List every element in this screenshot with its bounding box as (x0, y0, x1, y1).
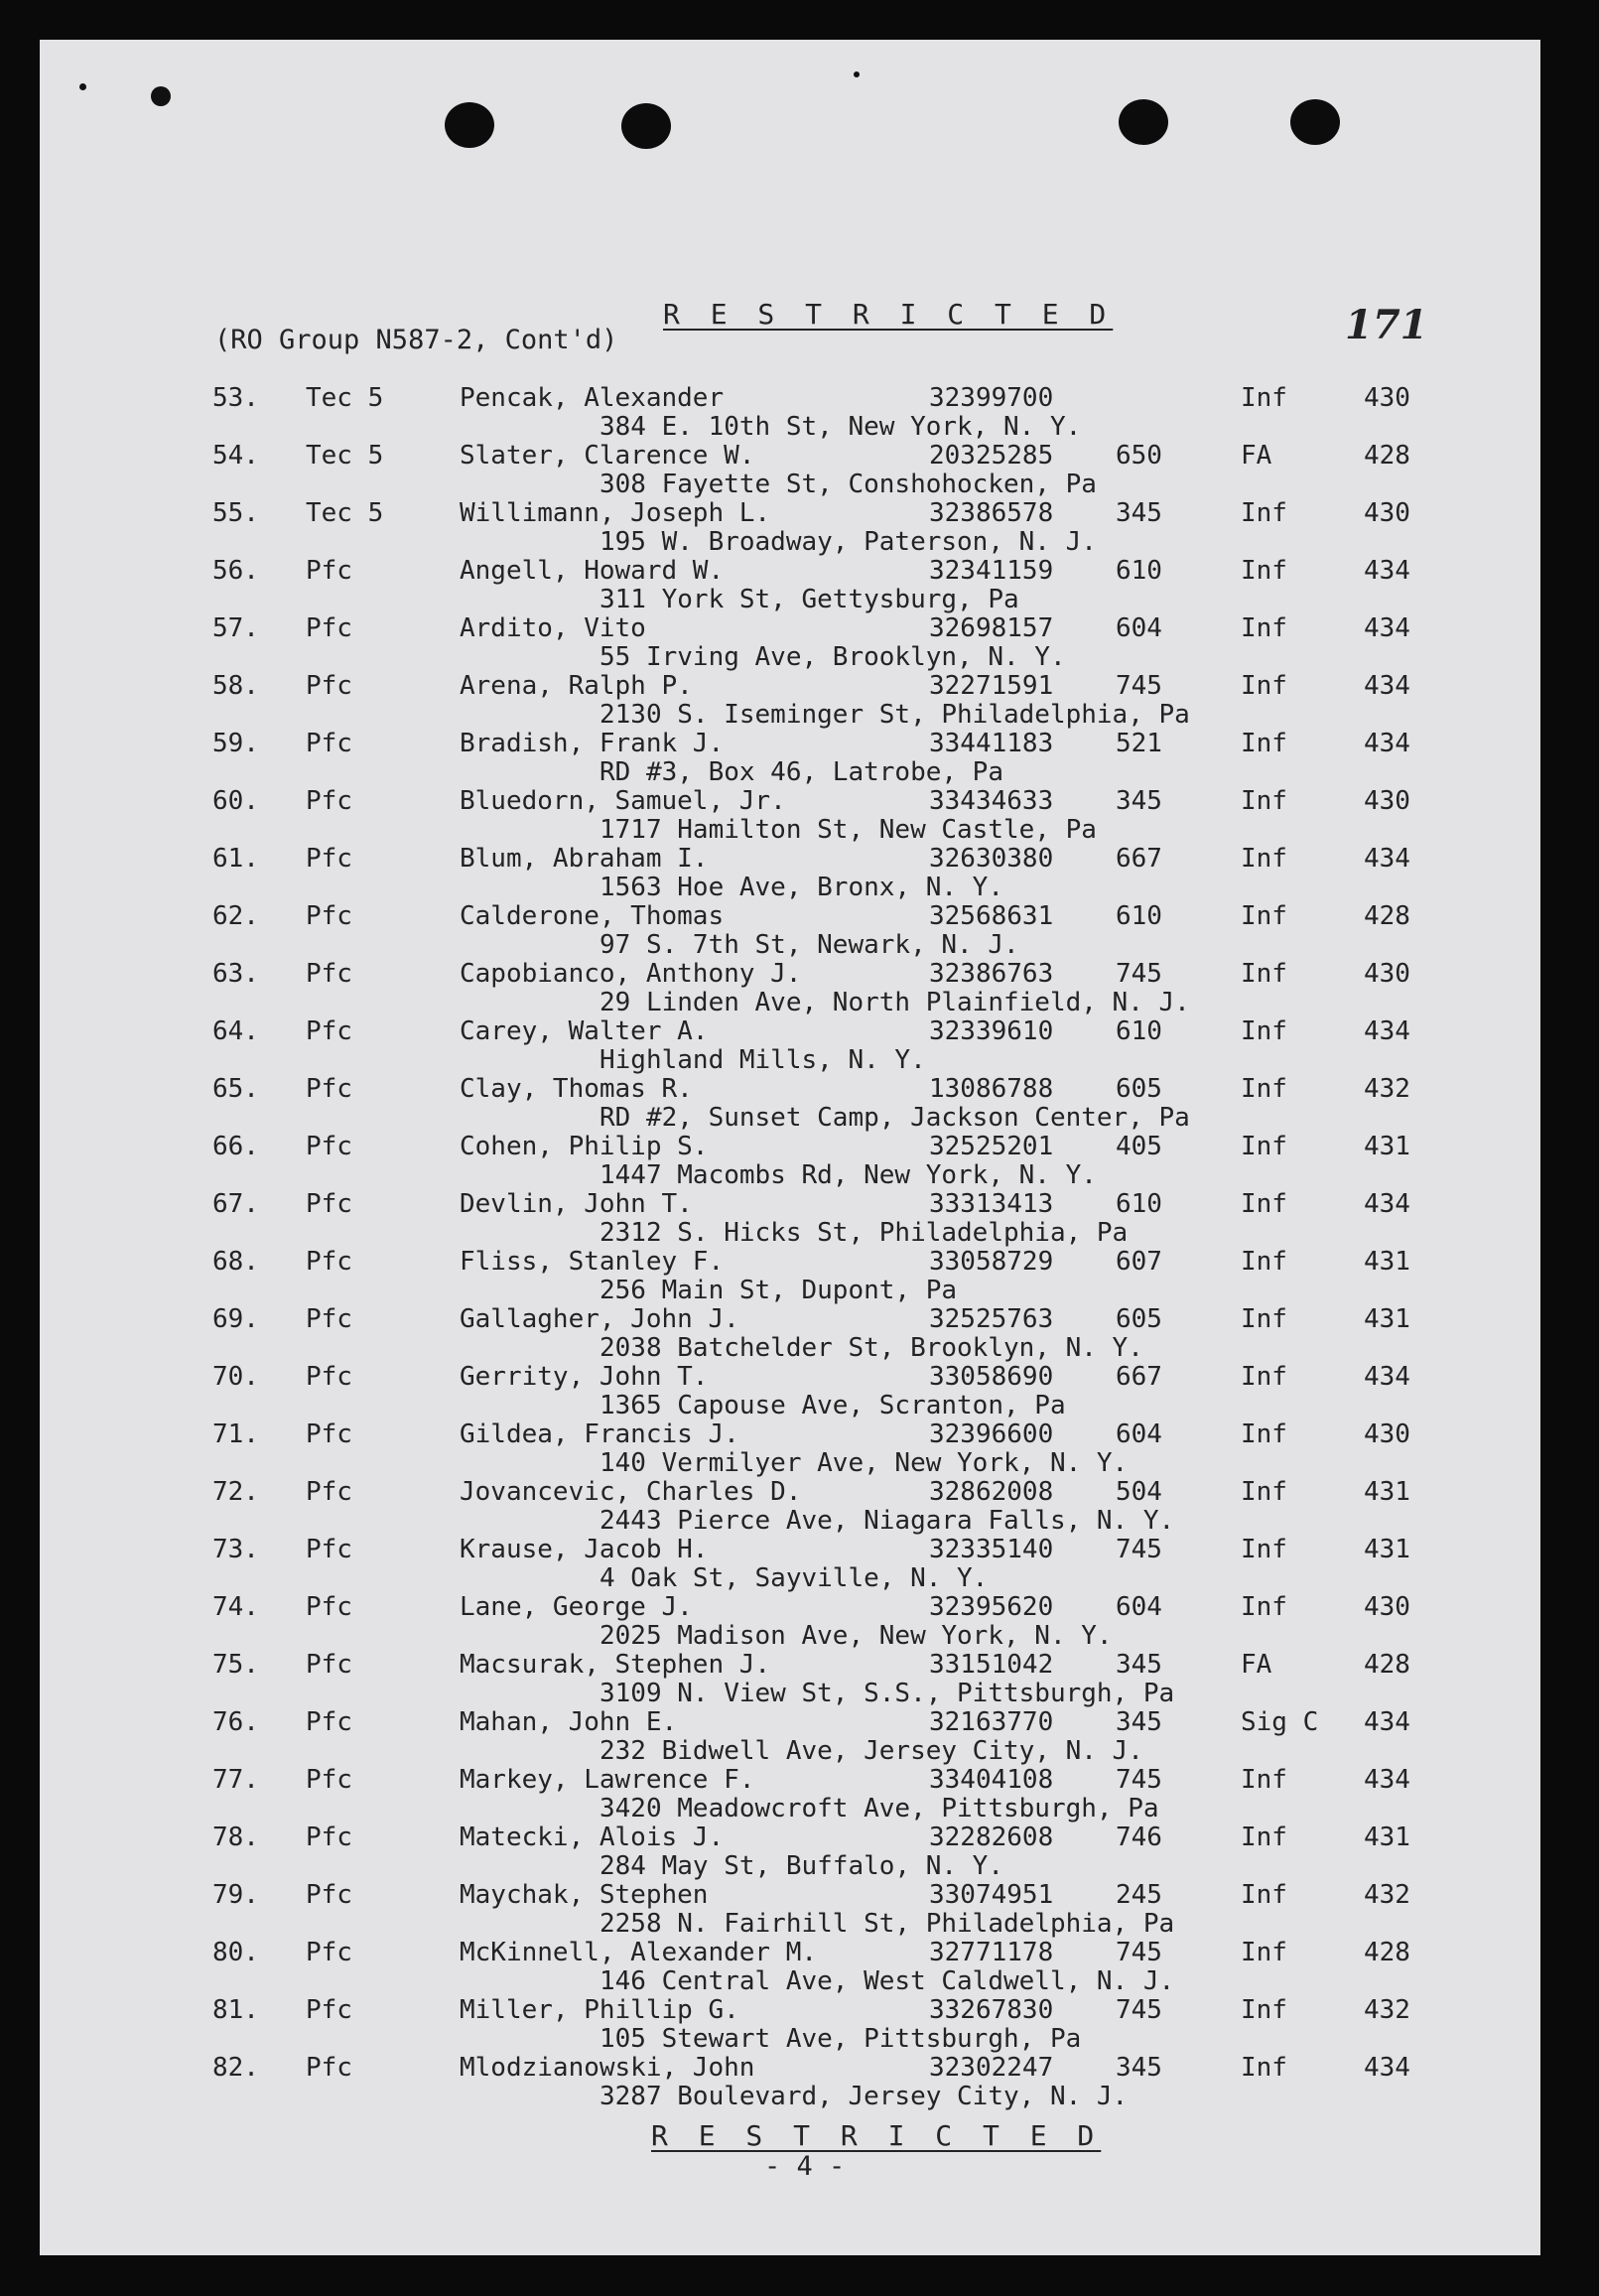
entry-serial-number: 33267830 (929, 1995, 1054, 2025)
entry-name: Bluedorn, Samuel, Jr. (460, 786, 786, 816)
entry-serial-number: 32862008 (929, 1477, 1054, 1507)
entry-address: 195 W. Broadway, Paterson, N. J. (600, 527, 1097, 557)
entry-name: Gerrity, John T. (460, 1362, 709, 1392)
page-number: 171 (1345, 302, 1428, 348)
entry-rank: Pfc (306, 1247, 352, 1277)
roster-row (0, 556, 1599, 613)
entry-name: Ardito, Vito (460, 613, 646, 643)
entry-arm: Inf (1241, 959, 1287, 989)
ink-speck (854, 71, 860, 77)
entry-arm: Inf (1241, 844, 1287, 874)
entry-rank: Pfc (306, 1592, 352, 1622)
roster-row (0, 1074, 1599, 1132)
entry-address: 29 Linden Ave, North Plainfield, N. J. (600, 988, 1190, 1017)
entry-address: 256 Main St, Dupont, Pa (600, 1276, 958, 1305)
entry-code: 428 (1364, 1938, 1410, 1967)
entry-address: 140 Vermilyer Ave, New York, N. Y. (600, 1448, 1129, 1478)
entry-mos-code: 504 (1116, 1477, 1162, 1507)
entry-arm: FA (1241, 441, 1272, 471)
entry-address: 4 Oak St, Sayville, N. Y. (600, 1563, 989, 1593)
entry-arm: Sig C (1241, 1707, 1319, 1737)
entry-rank: Pfc (306, 1362, 352, 1392)
roster-row (0, 1247, 1599, 1304)
entry-mos-code: 605 (1116, 1304, 1162, 1334)
entry-address: 284 May St, Buffalo, N. Y. (600, 1851, 1003, 1881)
entry-mos-code: 405 (1116, 1132, 1162, 1161)
entry-rank: Pfc (306, 613, 352, 643)
entry-mos-code: 745 (1116, 959, 1162, 989)
entry-number: 58. (212, 671, 259, 701)
entry-address: 1717 Hamilton St, New Castle, Pa (600, 815, 1097, 845)
entry-code: 431 (1364, 1132, 1410, 1161)
entry-number: 77. (212, 1765, 259, 1795)
entry-rank: Pfc (306, 1707, 352, 1737)
entry-mos-code: 610 (1116, 1189, 1162, 1219)
entry-number: 72. (212, 1477, 259, 1507)
entry-code: 431 (1364, 1304, 1410, 1334)
entry-code: 431 (1364, 1535, 1410, 1564)
entry-code: 434 (1364, 729, 1410, 758)
entry-name: Fliss, Stanley F. (460, 1247, 725, 1277)
entry-arm: Inf (1241, 671, 1287, 701)
entry-serial-number: 32771178 (929, 1938, 1054, 1967)
entry-mos-code: 345 (1116, 786, 1162, 816)
entry-mos-code: 667 (1116, 844, 1162, 874)
entry-serial-number: 33404108 (929, 1765, 1054, 1795)
roster-row (0, 498, 1599, 556)
entry-name: Pencak, Alexander (460, 383, 725, 413)
entry-name: Krause, Jacob H. (460, 1535, 709, 1564)
entry-address: RD #3, Box 46, Latrobe, Pa (600, 757, 1003, 787)
binder-hole (1290, 99, 1340, 145)
entry-address: 105 Stewart Ave, Pittsburgh, Pa (600, 2024, 1082, 2054)
entry-number: 57. (212, 613, 259, 643)
roster-row (0, 1419, 1599, 1477)
entry-arm: Inf (1241, 613, 1287, 643)
entry-code: 428 (1364, 1650, 1410, 1680)
entry-serial-number: 32339610 (929, 1016, 1054, 1046)
entry-mos-code: 345 (1116, 1707, 1162, 1737)
entry-name: Calderone, Thomas (460, 901, 725, 931)
entry-number: 76. (212, 1707, 259, 1737)
entry-mos-code: 745 (1116, 1995, 1162, 2025)
roster-row (0, 383, 1599, 441)
roster-row (0, 1823, 1599, 1880)
entry-code: 428 (1364, 901, 1410, 931)
entry-rank: Pfc (306, 1074, 352, 1104)
entry-address: 55 Irving Ave, Brooklyn, N. Y. (600, 642, 1066, 672)
entry-arm: Inf (1241, 786, 1287, 816)
footer-restricted-title: R E S T R I C T E D (651, 2119, 1102, 2152)
entry-serial-number: 32698157 (929, 613, 1054, 643)
entry-name: Maychak, Stephen (460, 1880, 709, 1910)
roster-row (0, 1362, 1599, 1419)
entry-serial-number: 32568631 (929, 901, 1054, 931)
entry-code: 434 (1364, 1765, 1410, 1795)
entry-mos-code: 345 (1116, 1650, 1162, 1680)
roster-list (0, 383, 1599, 2110)
entry-arm: Inf (1241, 1189, 1287, 1219)
entry-arm: Inf (1241, 1995, 1287, 2025)
entry-serial-number: 13086788 (929, 1074, 1054, 1104)
entry-rank: Pfc (306, 1419, 352, 1449)
entry-number: 64. (212, 1016, 259, 1046)
entry-address: 2025 Madison Ave, New York, N. Y. (600, 1621, 1113, 1651)
entry-number: 62. (212, 901, 259, 931)
entry-mos-code: 745 (1116, 1765, 1162, 1795)
entry-name: Willimann, Joseph L. (460, 498, 771, 528)
entry-number: 68. (212, 1247, 259, 1277)
entry-rank: Pfc (306, 671, 352, 701)
entry-arm: Inf (1241, 1247, 1287, 1277)
entry-name: Jovancevic, Charles D. (460, 1477, 802, 1507)
entry-serial-number: 32163770 (929, 1707, 1054, 1737)
entry-rank: Pfc (306, 1650, 352, 1680)
entry-mos-code: 607 (1116, 1247, 1162, 1277)
entry-name: Matecki, Alois J. (460, 1823, 725, 1852)
entry-mos-code: 746 (1116, 1823, 1162, 1852)
binder-hole (1119, 99, 1168, 145)
entry-rank: Pfc (306, 556, 352, 586)
entry-number: 54. (212, 441, 259, 471)
entry-rank: Tec 5 (306, 498, 384, 528)
entry-number: 56. (212, 556, 259, 586)
entry-rank: Pfc (306, 1535, 352, 1564)
entry-serial-number: 32525763 (929, 1304, 1054, 1334)
entry-arm: Inf (1241, 729, 1287, 758)
roster-row (0, 613, 1599, 671)
entry-rank: Pfc (306, 2053, 352, 2083)
entry-rank: Pfc (306, 786, 352, 816)
entry-serial-number: 33313413 (929, 1189, 1054, 1219)
roster-row (0, 1477, 1599, 1535)
entry-code: 434 (1364, 1016, 1410, 1046)
ink-speck (79, 83, 86, 90)
entry-rank: Pfc (306, 1477, 352, 1507)
entry-rank: Pfc (306, 1132, 352, 1161)
entry-code: 430 (1364, 498, 1410, 528)
entry-serial-number: 32386578 (929, 498, 1054, 528)
entry-number: 63. (212, 959, 259, 989)
entry-code: 428 (1364, 441, 1410, 471)
entry-serial-number: 32399700 (929, 383, 1054, 413)
entry-code: 430 (1364, 1419, 1410, 1449)
entry-rank: Pfc (306, 1880, 352, 1910)
roster-row (0, 441, 1599, 498)
entry-name: Slater, Clarence W. (460, 441, 755, 471)
entry-address: 2038 Batchelder St, Brooklyn, N. Y. (600, 1333, 1143, 1363)
entry-mos-code: 610 (1116, 1016, 1162, 1046)
entry-arm: Inf (1241, 1304, 1287, 1334)
entry-arm: Inf (1241, 1592, 1287, 1622)
entry-number: 78. (212, 1823, 259, 1852)
entry-serial-number: 33434633 (929, 786, 1054, 816)
entry-arm: Inf (1241, 2053, 1287, 2083)
roster-row (0, 1592, 1599, 1650)
entry-mos-code: 345 (1116, 498, 1162, 528)
entry-arm: Inf (1241, 1362, 1287, 1392)
entry-arm: Inf (1241, 498, 1287, 528)
entry-number: 79. (212, 1880, 259, 1910)
entry-name: Gallagher, John J. (460, 1304, 739, 1334)
entry-rank: Pfc (306, 1995, 352, 2025)
entry-rank: Tec 5 (306, 441, 384, 471)
entry-arm: Inf (1241, 901, 1287, 931)
entry-number: 55. (212, 498, 259, 528)
entry-serial-number: 32335140 (929, 1535, 1054, 1564)
entry-rank: Pfc (306, 1765, 352, 1795)
entry-code: 430 (1364, 959, 1410, 989)
entry-arm: Inf (1241, 1880, 1287, 1910)
entry-mos-code: 604 (1116, 1592, 1162, 1622)
roster-row (0, 959, 1599, 1016)
roster-row (0, 729, 1599, 786)
entry-arm: Inf (1241, 556, 1287, 586)
entry-name: Cohen, Philip S. (460, 1132, 709, 1161)
roster-row (0, 1189, 1599, 1247)
entry-arm: Inf (1241, 1132, 1287, 1161)
entry-serial-number: 33151042 (929, 1650, 1054, 1680)
entry-number: 70. (212, 1362, 259, 1392)
entry-arm: Inf (1241, 1938, 1287, 1967)
entry-mos-code: 745 (1116, 671, 1162, 701)
entry-rank: Pfc (306, 959, 352, 989)
entry-code: 430 (1364, 383, 1410, 413)
entry-address: 232 Bidwell Ave, Jersey City, N. J. (600, 1736, 1143, 1766)
entry-code: 434 (1364, 1189, 1410, 1219)
entry-name: Mahan, John E. (460, 1707, 678, 1737)
roster-row (0, 1707, 1599, 1765)
entry-code: 434 (1364, 1362, 1410, 1392)
entry-serial-number: 32341159 (929, 556, 1054, 586)
roster-row (0, 1132, 1599, 1189)
entry-mos-code: 650 (1116, 441, 1162, 471)
entry-number: 69. (212, 1304, 259, 1334)
entry-address: 2130 S. Iseminger St, Philadelphia, Pa (600, 700, 1190, 730)
entry-serial-number: 32525201 (929, 1132, 1054, 1161)
entry-mos-code: 745 (1116, 1938, 1162, 1967)
entry-rank: Pfc (306, 729, 352, 758)
roster-row (0, 671, 1599, 729)
entry-name: Markey, Lawrence F. (460, 1765, 755, 1795)
entry-number: 59. (212, 729, 259, 758)
entry-address: 1365 Capouse Ave, Scranton, Pa (600, 1391, 1066, 1420)
entry-arm: Inf (1241, 1823, 1287, 1852)
entry-arm: Inf (1241, 1477, 1287, 1507)
entry-number: 81. (212, 1995, 259, 2025)
entry-code: 434 (1364, 1707, 1410, 1737)
entry-arm: Inf (1241, 1016, 1287, 1046)
roster-row (0, 1995, 1599, 2053)
entry-address: 3109 N. View St, S.S., Pittsburgh, Pa (600, 1679, 1175, 1708)
entry-address: 3420 Meadowcroft Ave, Pittsburgh, Pa (600, 1794, 1159, 1823)
entry-number: 80. (212, 1938, 259, 1967)
entry-mos-code: 605 (1116, 1074, 1162, 1104)
entry-number: 61. (212, 844, 259, 874)
entry-rank: Pfc (306, 1016, 352, 1046)
entry-address: 1563 Hoe Ave, Bronx, N. Y. (600, 873, 1003, 902)
entry-serial-number: 33058690 (929, 1362, 1054, 1392)
entry-arm: Inf (1241, 383, 1287, 413)
entry-number: 71. (212, 1419, 259, 1449)
footer-page-number: - 4 - (764, 2151, 846, 2182)
entry-rank: Pfc (306, 1938, 352, 1967)
entry-address: 97 S. 7th St, Newark, N. J. (600, 930, 1019, 960)
entry-serial-number: 33058729 (929, 1247, 1054, 1277)
entry-code: 430 (1364, 786, 1410, 816)
entry-mos-code: 610 (1116, 901, 1162, 931)
entry-serial-number: 32386763 (929, 959, 1054, 989)
entry-name: Bradish, Frank J. (460, 729, 725, 758)
entry-number: 66. (212, 1132, 259, 1161)
roster-row (0, 1880, 1599, 1938)
entry-number: 67. (212, 1189, 259, 1219)
entry-code: 432 (1364, 1995, 1410, 2025)
entry-code: 434 (1364, 844, 1410, 874)
entry-address: 2312 S. Hicks St, Philadelphia, Pa (600, 1218, 1129, 1248)
entry-number: 53. (212, 383, 259, 413)
entry-mos-code: 667 (1116, 1362, 1162, 1392)
entry-rank: Pfc (306, 844, 352, 874)
entry-name: Clay, Thomas R. (460, 1074, 693, 1104)
entry-name: Gildea, Francis J. (460, 1419, 739, 1449)
roster-row (0, 1304, 1599, 1362)
entry-serial-number: 32271591 (929, 671, 1054, 701)
entry-serial-number: 32302247 (929, 2053, 1054, 2083)
entry-rank: Pfc (306, 1304, 352, 1334)
roster-row (0, 901, 1599, 959)
entry-serial-number: 33074951 (929, 1880, 1054, 1910)
entry-arm: Inf (1241, 1419, 1287, 1449)
entry-number: 75. (212, 1650, 259, 1680)
entry-code: 434 (1364, 613, 1410, 643)
entry-address: 2443 Pierce Ave, Niagara Falls, N. Y. (600, 1506, 1175, 1536)
entry-address: 2258 N. Fairhill St, Philadelphia, Pa (600, 1909, 1175, 1939)
entry-number: 65. (212, 1074, 259, 1104)
entry-code: 432 (1364, 1880, 1410, 1910)
entry-name: Devlin, John T. (460, 1189, 693, 1219)
entry-rank: Pfc (306, 901, 352, 931)
entry-serial-number: 32396600 (929, 1419, 1054, 1449)
entry-address: 308 Fayette St, Conshohocken, Pa (600, 470, 1097, 499)
entry-mos-code: 604 (1116, 1419, 1162, 1449)
entry-code: 430 (1364, 1592, 1410, 1622)
entry-serial-number: 33441183 (929, 729, 1054, 758)
binder-hole (445, 102, 494, 148)
entry-rank: Tec 5 (306, 383, 384, 413)
entry-name: Macsurak, Stephen J. (460, 1650, 771, 1680)
entry-address: Highland Mills, N. Y. (600, 1045, 926, 1075)
entry-mos-code: 345 (1116, 2053, 1162, 2083)
entry-arm: Inf (1241, 1765, 1287, 1795)
entry-name: Capobianco, Anthony J. (460, 959, 802, 989)
roster-row (0, 1765, 1599, 1823)
entry-number: 82. (212, 2053, 259, 2083)
entry-code: 431 (1364, 1823, 1410, 1852)
roster-row (0, 2053, 1599, 2110)
entry-name: Carey, Walter A. (460, 1016, 709, 1046)
entry-address: 384 E. 10th St, New York, N. Y. (600, 412, 1082, 442)
entry-code: 434 (1364, 2053, 1410, 2083)
entry-mos-code: 745 (1116, 1535, 1162, 1564)
entry-mos-code: 521 (1116, 729, 1162, 758)
roster-row (0, 786, 1599, 844)
entry-name: McKinnell, Alexander M. (460, 1938, 818, 1967)
entry-number: 60. (212, 786, 259, 816)
entry-name: Arena, Ralph P. (460, 671, 693, 701)
entry-name: Angell, Howard W. (460, 556, 725, 586)
entry-serial-number: 20325285 (929, 441, 1054, 471)
entry-number: 73. (212, 1535, 259, 1564)
ink-speck (151, 86, 171, 106)
entry-name: Miller, Phillip G. (460, 1995, 739, 2025)
entry-number: 74. (212, 1592, 259, 1622)
entry-rank: Pfc (306, 1189, 352, 1219)
roster-row (0, 1016, 1599, 1074)
entry-code: 432 (1364, 1074, 1410, 1104)
entry-serial-number: 32395620 (929, 1592, 1054, 1622)
entry-address: 146 Central Ave, West Caldwell, N. J. (600, 1966, 1175, 1996)
entry-serial-number: 32282608 (929, 1823, 1054, 1852)
header-restricted-title: R E S T R I C T E D (663, 298, 1114, 331)
entry-code: 431 (1364, 1477, 1410, 1507)
entry-address: 1447 Macombs Rd, New York, N. Y. (600, 1160, 1097, 1190)
entry-code: 434 (1364, 556, 1410, 586)
entry-name: Lane, George J. (460, 1592, 693, 1622)
binder-hole (621, 103, 671, 149)
entry-rank: Pfc (306, 1823, 352, 1852)
roster-row (0, 1535, 1599, 1592)
entry-serial-number: 32630380 (929, 844, 1054, 874)
entry-name: Mlodzianowski, John (460, 2053, 755, 2083)
entry-arm: Inf (1241, 1535, 1287, 1564)
entry-mos-code: 610 (1116, 556, 1162, 586)
entry-address: 3287 Boulevard, Jersey City, N. J. (600, 2082, 1129, 2111)
entry-mos-code: 245 (1116, 1880, 1162, 1910)
entry-arm: FA (1241, 1650, 1272, 1680)
roster-row (0, 844, 1599, 901)
entry-address: 311 York St, Gettysburg, Pa (600, 585, 1019, 614)
roster-row (0, 1938, 1599, 1995)
header-group-label: (RO Group N587-2, Cont'd) (214, 325, 618, 355)
entry-name: Blum, Abraham I. (460, 844, 709, 874)
entry-arm: Inf (1241, 1074, 1287, 1104)
entry-mos-code: 604 (1116, 613, 1162, 643)
entry-code: 431 (1364, 1247, 1410, 1277)
entry-address: RD #2, Sunset Camp, Jackson Center, Pa (600, 1103, 1190, 1133)
roster-row (0, 1650, 1599, 1707)
entry-code: 434 (1364, 671, 1410, 701)
